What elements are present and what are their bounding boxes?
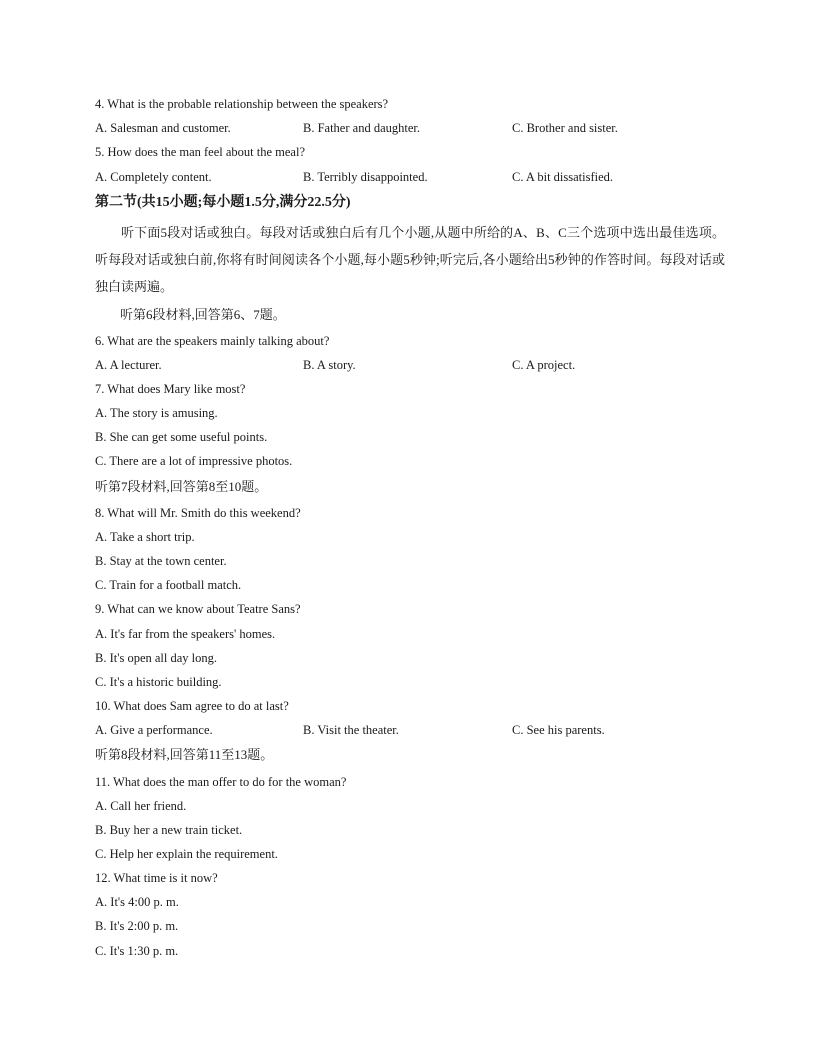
q5-option-a: A. Completely content. [95, 170, 212, 184]
question-10: 10. What does Sam agree to do at last? [95, 699, 289, 713]
q7-option-b: B. She can get some useful points. [95, 430, 268, 444]
q8-option-c: C. Train for a football match. [95, 578, 242, 592]
q4-option-a: A. Salesman and customer. [95, 121, 231, 135]
q11-option-a: A. Call her friend. [95, 799, 187, 813]
q11-option-b: B. Buy her a new train ticket. [95, 823, 243, 837]
question-12: 12. What time is it now? [95, 871, 218, 885]
q5-option-b: B. Terribly disappointed. [303, 170, 428, 184]
q9-option-b: B. It's open all day long. [95, 651, 218, 665]
q4-option-c: C. Brother and sister. [512, 121, 618, 135]
q6-option-c: C. A project. [512, 358, 576, 372]
q6-option-b: B. A story. [303, 358, 356, 372]
question-4: 4. What is the probable relationship between the speakers? [95, 97, 389, 111]
question-7: 7. What does Mary like most? [95, 382, 246, 396]
q6-option-a: A. A lecturer. [95, 358, 162, 372]
q9-option-a: A. It's far from the speakers' homes. [95, 627, 276, 641]
q9-option-c: C. It's a historic building. [95, 675, 222, 689]
question-11: 11. What does the man offer to do for the woman? [95, 775, 347, 789]
q10-option-a: A. Give a performance. [95, 723, 213, 737]
section-instructions: 听下面5段对话或独白。每段对话或独白后有几个小题,从题中所给的A、B、C三个选项中选出最佳选项。听每段对话或独白前,你将有时间阅读各个小题,每小题5秒钟;听完后,各小题给出5秒钟的作答时间。每段对话或独白读两遍。 [95, 225, 725, 294]
question-8: 8. What will Mr. Smith do this weekend? [95, 506, 301, 520]
q12-option-a: A. It's 4:00 p. m. [95, 895, 179, 909]
q11-option-c: C. Help her explain the requirement. [95, 847, 278, 861]
q8-option-a: A. Take a short trip. [95, 530, 195, 544]
q4-option-b: B. Father and daughter. [303, 121, 420, 135]
q5-option-c: C. A bit dissatisfied. [512, 170, 614, 184]
passage-8-label: 听第8段材料,回答第11至13题。 [95, 747, 274, 762]
passage-6-label: 听第6段材料,回答第6、7题。 [120, 307, 286, 322]
section-heading: 第二节(共15小题;每小题1.5分,满分22.5分) [95, 195, 351, 210]
question-6: 6. What are the speakers mainly talking about? [95, 334, 330, 348]
q7-option-a: A. The story is amusing. [95, 406, 218, 420]
q10-option-b: B. Visit the theater. [303, 723, 399, 737]
q12-option-c: C. It's 1:30 p. m. [95, 944, 179, 958]
passage-7-label: 听第7段材料,回答第8至10题。 [95, 479, 268, 494]
question-5: 5. How does the man feel about the meal? [95, 145, 305, 159]
q12-option-b: B. It's 2:00 p. m. [95, 919, 179, 933]
q10-option-c: C. See his parents. [512, 723, 605, 737]
question-9: 9. What can we know about Teatre Sans? [95, 602, 301, 616]
q8-option-b: B. Stay at the town center. [95, 554, 227, 568]
q7-option-c: C. There are a lot of impressive photos. [95, 454, 293, 468]
